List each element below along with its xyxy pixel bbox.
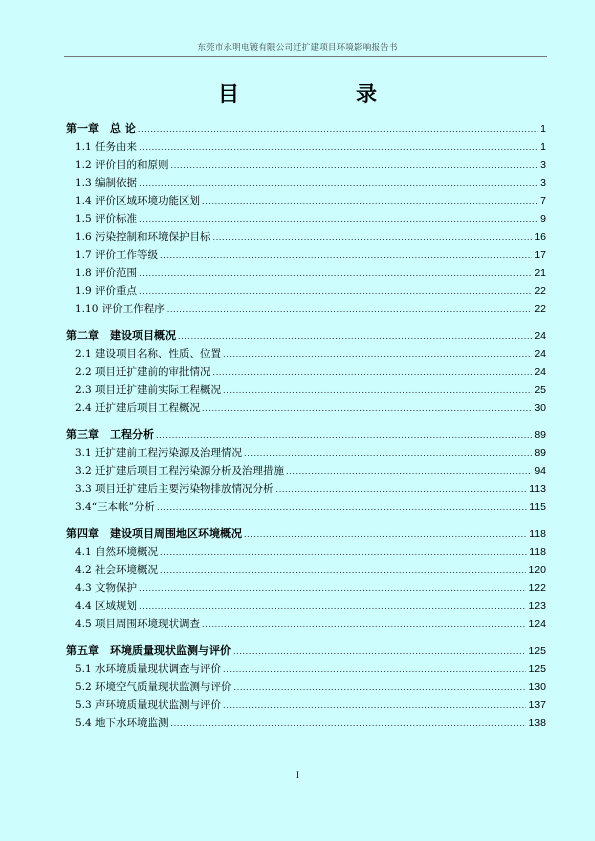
toc-entry-page: 1: [540, 123, 546, 135]
page-number: I: [296, 770, 299, 780]
dot-leader: [157, 499, 527, 517]
toc-section-entry[interactable]: [66, 264, 546, 282]
toc-entry-label: 2.4 迁扩建后项目工程概况: [75, 402, 201, 414]
dot-leader: [286, 463, 532, 481]
toc-chapter-entry[interactable]: [66, 327, 546, 345]
toc-section-entry[interactable]: [66, 660, 546, 678]
dot-leader: [202, 616, 526, 634]
toc-entry-page: 122: [528, 582, 546, 594]
toc-chapter-entry[interactable]: [66, 525, 546, 543]
toc-entry-page: 138: [528, 717, 546, 729]
toc-entry-page: 89: [534, 429, 546, 441]
toc-entry-page: 24: [534, 348, 546, 360]
dot-leader: [244, 445, 532, 463]
dot-leader: [139, 580, 526, 598]
toc-entry-page: 125: [528, 645, 546, 657]
toc-section-entry[interactable]: [66, 597, 546, 615]
toc-section-entry[interactable]: [66, 138, 546, 156]
running-header: 东莞市永明电镀有限公司迁扩建项目环境影响报告书: [197, 43, 398, 53]
toc-entry-page: 7: [540, 195, 546, 207]
dot-leader: [178, 328, 532, 346]
toc-entry-page: 9: [540, 213, 546, 225]
toc-entry-label: 1.10 评价工作程序: [75, 303, 165, 315]
dot-leader: [139, 175, 538, 193]
toc-entry-label: 2.2 项目迁扩建前的审批情况: [75, 366, 211, 378]
toc-section-entry[interactable]: [66, 678, 546, 696]
toc-section-entry[interactable]: [66, 498, 546, 516]
toc-entry-page: 25: [534, 384, 546, 396]
dot-leader: [139, 283, 532, 301]
table-of-contents: [66, 120, 546, 732]
toc-entry-page: 1: [540, 141, 546, 153]
dot-leader: [213, 229, 533, 247]
toc-entry-label: 1.7 评价工作等级: [75, 249, 159, 261]
toc-section-entry[interactable]: [66, 696, 546, 714]
toc-entry-label: 2.1 建设项目名称、性质、位置: [75, 348, 222, 360]
dot-leader: [171, 157, 539, 175]
toc-section-entry[interactable]: [66, 714, 546, 732]
toc-entry-page: 21: [534, 267, 546, 279]
dot-leader: [223, 346, 532, 364]
toc-section-entry[interactable]: [66, 300, 546, 318]
dot-leader: [223, 697, 526, 715]
toc-section-entry[interactable]: [66, 174, 546, 192]
toc-entry-page: 24: [534, 366, 546, 378]
toc-chapter-entry[interactable]: [66, 642, 546, 660]
toc-entry-page: 16: [534, 231, 546, 243]
toc-entry-label: 4.5 项目周围环境现状调查: [75, 618, 201, 630]
toc-entry-page: 118: [529, 546, 546, 558]
dot-leader: [139, 211, 538, 229]
dot-leader: [160, 247, 532, 265]
toc-entry-label: 第五章 环境质量现状监测与评价: [66, 644, 231, 657]
toc-entry-page: 115: [529, 501, 546, 513]
toc-entry-page: 123: [528, 600, 546, 612]
toc-entry-label: 3.1 迁扩建前工程污染源及治理情况: [75, 447, 243, 459]
toc-entry-label: 5.4 地下水环境监测: [75, 717, 169, 729]
dot-leader: [234, 679, 527, 697]
toc-entry-page: 22: [534, 285, 546, 297]
toc-entry-page: 137: [528, 699, 546, 711]
toc-section-entry[interactable]: [66, 363, 546, 381]
dot-leader: [202, 400, 532, 418]
dot-leader: [156, 427, 532, 445]
toc-entry-page: 94: [534, 465, 546, 477]
dot-leader: [276, 481, 528, 499]
dot-leader: [160, 562, 526, 580]
toc-section-entry[interactable]: [66, 615, 546, 633]
page-title: 目 录: [218, 81, 425, 106]
toc-section-entry[interactable]: [66, 210, 546, 228]
toc-entry-label: 4.1 自然环境概况: [75, 546, 159, 558]
toc-chapter-entry[interactable]: [66, 120, 546, 138]
toc-entry-label: 3.4“三本帐”分析: [75, 501, 155, 513]
dot-leader: [139, 265, 532, 283]
dot-leader: [223, 661, 526, 679]
toc-entry-page: 30: [534, 402, 546, 414]
toc-entry-label: 5.1 水环境质量现状调查与评价: [75, 663, 222, 675]
toc-section-entry[interactable]: [66, 282, 546, 300]
toc-entry-page: 113: [529, 483, 546, 495]
toc-entry-label: 第一章 总 论: [66, 122, 136, 135]
toc-section-entry[interactable]: [66, 345, 546, 363]
toc-entry-label: 1.5 评价标准: [75, 213, 138, 225]
dot-leader: [139, 139, 538, 157]
toc-entry-label: 3.3 项目迁扩建后主要污染物排放情况分析: [75, 483, 274, 495]
dot-leader: [160, 544, 527, 562]
toc-entry-label: 5.3 声环境质量现状监测与评价: [75, 699, 222, 711]
toc-entry-label: 1.3 编制依据: [75, 177, 138, 189]
toc-entry-label: 4.3 文物保护: [75, 582, 138, 594]
toc-entry-label: 1.1 任务由来: [75, 141, 138, 153]
toc-section-entry[interactable]: [66, 561, 546, 579]
toc-entry-page: 130: [528, 681, 546, 693]
toc-section-entry[interactable]: [66, 480, 546, 498]
toc-entry-label: 1.6 污染控制和环境保护目标: [75, 231, 211, 243]
toc-section-entry[interactable]: [66, 444, 546, 462]
dot-leader: [202, 193, 538, 211]
toc-section-entry[interactable]: [66, 228, 546, 246]
dot-leader: [223, 382, 532, 400]
dot-leader: [171, 715, 527, 733]
toc-entry-page: 125: [528, 663, 546, 675]
dot-leader: [213, 364, 533, 382]
toc-entry-page: 120: [528, 564, 546, 576]
toc-entry-label: 1.9 评价重点: [75, 285, 138, 297]
toc-section-entry[interactable]: [66, 246, 546, 264]
toc-entry-label: 第二章 建设项目概况: [66, 329, 176, 342]
toc-entry-page: 89: [534, 447, 546, 459]
toc-section-entry[interactable]: [66, 399, 546, 417]
toc-entry-label: 1.8 评价范围: [75, 267, 138, 279]
toc-section-entry[interactable]: [66, 579, 546, 597]
toc-entry-label: 3.2 迁扩建后项目工程污染源分析及治理措施: [75, 465, 285, 477]
toc-entry-label: 1.2 评价目的和原则: [75, 159, 169, 171]
toc-section-entry[interactable]: [66, 156, 546, 174]
toc-entry-label: 第三章 工程分析: [66, 428, 154, 441]
toc-entry-page: 124: [528, 618, 546, 630]
toc-entry-page: 3: [540, 159, 546, 171]
toc-entry-label: 4.4 区域规划: [75, 600, 138, 612]
toc-section-entry[interactable]: [66, 192, 546, 210]
toc-entry-page: 3: [540, 177, 546, 189]
toc-chapter-entry[interactable]: [66, 426, 546, 444]
toc-section-entry[interactable]: [66, 543, 546, 561]
toc-section-entry[interactable]: [66, 462, 546, 480]
toc-entry-page: 24: [534, 330, 546, 342]
toc-entry-page: 17: [534, 249, 546, 261]
toc-section-entry[interactable]: [66, 381, 546, 399]
toc-entry-page: 22: [534, 303, 546, 315]
dot-leader: [167, 301, 533, 319]
dot-leader: [139, 598, 526, 616]
header-divider: [64, 56, 547, 57]
toc-entry-page: 118: [529, 528, 546, 540]
dot-leader: [233, 643, 526, 661]
dot-leader: [138, 121, 538, 139]
toc-entry-label: 4.2 社会环境概况: [75, 564, 159, 576]
dot-leader: [244, 526, 527, 544]
toc-entry-label: 2.3 项目迁扩建前实际工程概况: [75, 384, 222, 396]
toc-entry-label: 5.2 环境空气质量现状监测与评价: [75, 681, 232, 693]
toc-entry-label: 1.4 评价区域环境功能区划: [75, 195, 201, 207]
toc-entry-label: 第四章 建设项目周围地区环境概况: [66, 527, 242, 540]
